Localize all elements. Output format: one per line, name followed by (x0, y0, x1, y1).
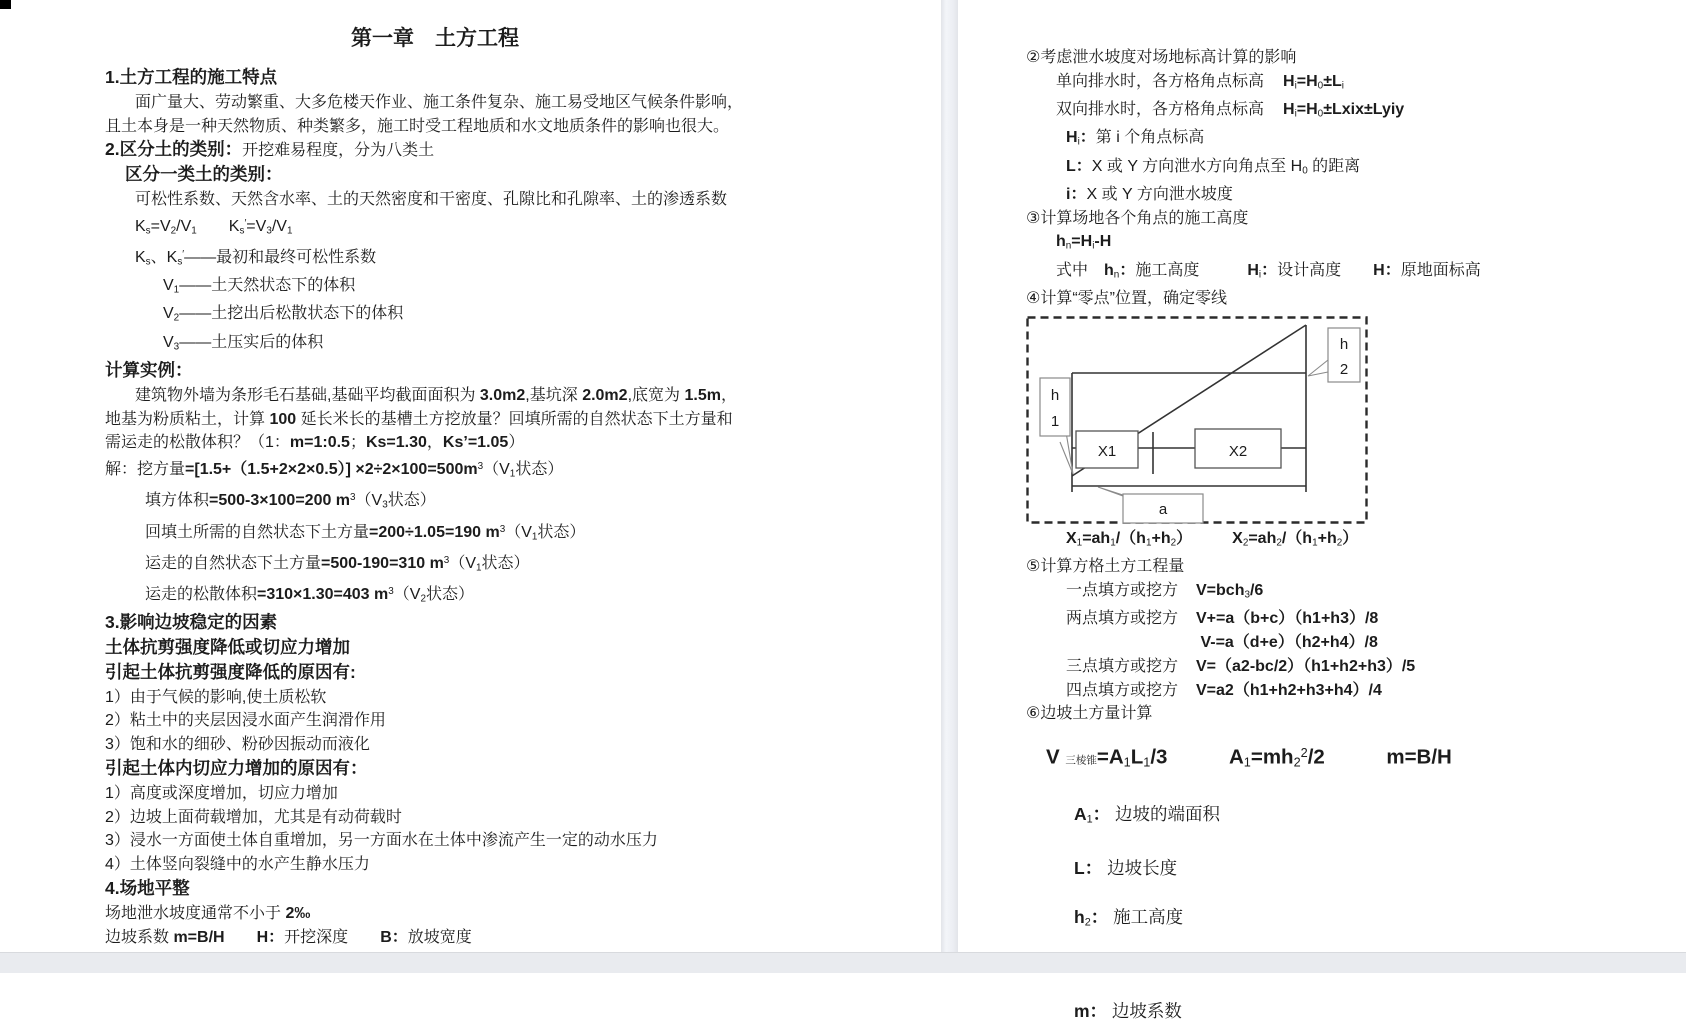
text-segment: 2 (420, 593, 426, 605)
text-segment: 一点填方或挖方 (1066, 581, 1179, 599)
text-segment: 3.0m2 (479, 386, 526, 404)
text-segment: 运走的松散体积 (145, 586, 258, 604)
text-line (105, 686, 941, 710)
text-segment: 开挖深度 (284, 928, 349, 946)
text-segment: =V (150, 217, 171, 235)
text-segment: 四点填方或挖方 (1066, 681, 1179, 699)
text-segment: 1 (1143, 754, 1151, 770)
text-segment: 放坡宽度 (407, 928, 472, 946)
diagram-callout-a (1098, 487, 1203, 523)
text-segment: V=a2（h1+h2+h3+h4）/4 (1196, 681, 1382, 699)
text-segment: i (1077, 136, 1080, 148)
text-segment: ——土挖出后松散状态下的体积 (179, 305, 404, 323)
text-segment: 2 (1300, 745, 1308, 761)
text-segment: X 或 Y 方向泄水坡度 (1086, 185, 1233, 203)
text-segment: =500-190=310 m (321, 554, 444, 572)
text-segment: 地基为粉质粘土，计算 (105, 410, 270, 428)
text-segment: m=B/H (173, 928, 225, 946)
text-line (105, 549, 941, 580)
text-line (1026, 46, 1686, 70)
text-segment: 3 (388, 586, 394, 598)
corner-mark (0, 0, 11, 9)
text-segment: Ks’=1.05 (442, 434, 509, 452)
text-segment: 边坡系数 (105, 928, 174, 946)
text-segment: ④计算“零点”位置，确定零线 (1026, 289, 1228, 307)
text-segment: 1.土方工程的施工特点 (105, 67, 278, 87)
text-segment: ,底宽为 (627, 386, 685, 404)
text-segment: L (1130, 745, 1144, 769)
text-segment: ） (508, 434, 525, 452)
text-segment: ′ (244, 217, 247, 229)
text-segment: 两点填方或挖方 (1066, 610, 1179, 628)
text-segment: 0 (1317, 108, 1324, 120)
text-segment: 需运走的松散体积？（1： (105, 434, 290, 452)
text-segment: ②考虑泄水坡度对场地标高计算的影响 (1026, 49, 1297, 66)
text-segment: 2.区分土的类别： (105, 139, 243, 160)
text-line (105, 359, 941, 384)
text-segment: /V (176, 217, 192, 235)
text-segment: H： (256, 928, 285, 946)
text-segment: 的距离 (1307, 157, 1361, 175)
text-segment: 3 (499, 523, 506, 535)
text-segment: 1 (1110, 537, 1116, 549)
text-segment: H (1283, 72, 1295, 90)
text-segment: V=bch (1196, 581, 1245, 599)
text-segment: ： (1119, 261, 1136, 279)
text-segment: 4.场地平整 (105, 878, 190, 899)
text-segment (1167, 745, 1229, 768)
text-segment: 1）高度或深度增加，切应力增加 (105, 784, 338, 802)
text-line (105, 384, 941, 408)
text-segment: K (135, 217, 146, 235)
text-segment: （V (393, 586, 421, 604)
text-line (1026, 579, 1686, 607)
text-line (105, 829, 941, 853)
text-line (1026, 631, 1686, 655)
text-segment: H (1066, 129, 1078, 147)
text-segment: =310×1.30=403 m (257, 586, 389, 604)
text-segment: 3 (173, 341, 180, 353)
text-line (1026, 607, 1686, 631)
diagram-label-x1: X1 (1097, 442, 1117, 460)
text-line (1026, 679, 1686, 703)
text-line (105, 636, 941, 661)
text-segment: s (177, 256, 183, 268)
diagram-callout-h2 (1308, 328, 1360, 382)
diagram-dashed-border (1028, 317, 1367, 522)
text-segment: 三点填方或挖方 (1066, 657, 1179, 675)
text-segment: /V (271, 217, 287, 235)
text-segment: 4）土体竖向裂缝中的水产生静水压力 (105, 856, 370, 874)
text-line (105, 733, 941, 757)
text-segment: 延长米长的基槽土方挖放量？回填所需的自然状态下土方量和 (296, 410, 733, 428)
text-line (1026, 70, 1686, 98)
text-segment: 3 (266, 225, 272, 237)
text-segment: 引起土体内切应力增加的原因有： (105, 758, 368, 779)
text-segment: 3 (382, 499, 388, 511)
text-segment: s (239, 225, 245, 237)
text-segment: =[1.5+（1.5+2×2×0.5）] ×2÷2×100=500m (185, 461, 478, 479)
text-line (1026, 98, 1686, 126)
text-segment: ③计算场地各个角点的施工高度 (1026, 209, 1249, 227)
text-line (1026, 155, 1686, 183)
text-segment: L： (1074, 858, 1103, 879)
text-segment: ——土压实后的体积 (179, 333, 324, 351)
text-line (105, 806, 941, 830)
text-segment: =H (1296, 72, 1318, 90)
text-segment: V (1046, 745, 1066, 769)
text-segment: H (1283, 101, 1295, 119)
text-segment: 1 (191, 225, 197, 237)
text-segment: ： (1079, 129, 1096, 147)
text-segment: ±L (1323, 72, 1342, 90)
text-segment: ； (349, 434, 366, 452)
text-segment: +h (1317, 529, 1337, 547)
text-segment: 2）粘土中的夹层因浸水面产生润滑作用 (105, 712, 386, 730)
text-segment: 运走的自然状态下土方量 (145, 554, 322, 572)
text-line (105, 518, 941, 549)
text-line (105, 611, 941, 636)
text-segment: =H (1071, 233, 1093, 251)
text-segment: 三棱锥 (1065, 754, 1097, 767)
text-segment: =V (246, 217, 267, 235)
diagram-callout-h1 (1040, 378, 1073, 474)
text-line (105, 902, 941, 926)
text-segment: 开挖难易程度，分为八类土 (242, 142, 435, 160)
text-segment: m： (1074, 1001, 1108, 1022)
text-segment: 1 (173, 284, 180, 296)
text-segment: i： (1066, 185, 1087, 203)
text-segment: 3）饱和水的细砂、粉砂因振动而液化 (105, 736, 370, 754)
text-segment: ， (720, 386, 737, 404)
text-line (105, 926, 941, 950)
text-segment: 3 (1244, 589, 1250, 601)
text-segment: 100 (269, 410, 297, 428)
text-segment: 施工高度 (1108, 907, 1184, 928)
text-segment: 1 (1123, 754, 1131, 770)
text-segment: 引起土体抗剪强度降低的原因有: (105, 661, 356, 682)
text-segment: ） (1342, 529, 1359, 547)
text-segment: 设计高度 (1277, 261, 1374, 279)
diagram-label-h2-top: h (1339, 335, 1349, 353)
text-segment: 场地泄水坡度通常不小于 (105, 904, 286, 922)
text-segment: i (1341, 80, 1344, 92)
text-segment: V+=a（b+c）（h1+h3）/8 (1196, 610, 1379, 628)
text-segment: 状态） (537, 523, 586, 541)
text-segment: 1 (1145, 537, 1152, 549)
text-segment: 3.影响边坡稳定的因素 (105, 612, 278, 633)
text-segment: V (163, 277, 174, 295)
text-segment: ， (426, 434, 443, 452)
text-line (105, 302, 941, 330)
text-line (105, 580, 941, 611)
text-segment: 0 (1317, 80, 1324, 92)
text-segment: /3 (1150, 745, 1168, 769)
text-segment: 2 (1336, 537, 1343, 549)
text-segment (225, 929, 257, 946)
text-line (105, 408, 941, 432)
text-segment: L： (1066, 157, 1092, 175)
text-line (105, 757, 941, 782)
text-segment: m=1:0.5 (289, 434, 350, 452)
text-line (105, 486, 941, 517)
zero-line-diagram-svg (1026, 316, 1368, 524)
text-line (105, 782, 941, 806)
text-segment (1184, 530, 1232, 547)
text-segment: 1 (476, 562, 482, 574)
text-segment: V (163, 333, 174, 351)
text-segment (348, 929, 380, 946)
text-line (1026, 555, 1686, 579)
text-segment: K (196, 217, 240, 235)
text-segment: 面广量大、劳动繁重、大多危楼天作业、施工条件复杂、施工易受地区气候条件影响， (135, 93, 744, 111)
text-segment: ——最初和最终可松性系数 (184, 248, 377, 266)
text-segment: 3 (443, 554, 450, 566)
text-segment: 2 (1170, 537, 1177, 549)
text-segment: 边坡长度 (1102, 858, 1178, 879)
diagram-label-a: a (1158, 500, 1168, 518)
text-segment: 可松性系数、天然含水率、土的天然密度和干密度、孔隙比和孔隙率、土的渗透系数 (135, 190, 728, 208)
text-segment: h (1104, 261, 1114, 279)
text-segment: ⑥边坡土方量计算 (1026, 705, 1153, 723)
text-segment: 1 (1243, 754, 1251, 770)
text-segment: 3）浸水一方面使土体自重增加，另一方面水在土体中渗流产生一定的动水压力 (105, 832, 658, 850)
text-line (1026, 183, 1686, 207)
text-segment: 计算实例： (105, 360, 193, 381)
text-segment: 2 (1084, 917, 1091, 930)
horizontal-scrollbar-track[interactable] (0, 952, 1686, 973)
text-segment: h (1056, 233, 1066, 251)
text-segment: 1 (1312, 537, 1318, 549)
text-segment: h (1074, 907, 1085, 928)
text-segment: ： (1092, 803, 1111, 824)
text-segment: 土体抗剪强度降低或切应力增加 (105, 637, 350, 658)
text-segment: 状态） (387, 492, 436, 510)
text-segment: X (1066, 529, 1077, 547)
text-segment: =500-3×100=200 m (209, 492, 351, 510)
zero-line-diagram (1026, 316, 1368, 524)
text-segment: ′ (182, 249, 185, 260)
text-line (105, 243, 941, 274)
text-segment: =mh (1250, 745, 1294, 769)
text-segment: i (1092, 240, 1095, 252)
text-segment: （V (355, 492, 383, 510)
text-line (1026, 527, 1686, 555)
text-segment: /6 (1249, 581, 1264, 599)
text-segment: X 或 Y 方向泄水方向角点至 H (1091, 157, 1303, 175)
diagram-label-h2-bottom: 2 (1339, 360, 1349, 378)
text-segment: 2.0m2 (582, 386, 628, 404)
text-line (1026, 655, 1686, 679)
text-segment: 双向排水时，各方格角点标高 (1056, 101, 1265, 119)
text-line (105, 431, 941, 455)
text-segment: （V (505, 523, 532, 541)
text-segment: 且土本身是一种天然物质、种类繁多，施工时受工程地质和水文地质条件的影响也很大。 (105, 117, 730, 135)
text-line (105, 138, 941, 163)
text-segment: 解：挖方量 (105, 461, 186, 479)
text-segment: 1 (1086, 813, 1093, 826)
text-segment: 2 (1242, 537, 1249, 549)
text-segment: 、K (150, 248, 178, 266)
text-segment: V-=a（d+e）（h2+h4）/8 (1196, 633, 1378, 651)
text-segment: /（h (1115, 529, 1146, 547)
text-line (1026, 126, 1686, 154)
text-segment: （V (449, 554, 476, 572)
text-segment (1325, 745, 1387, 768)
text-line (105, 331, 941, 359)
right-page (958, 0, 1686, 1022)
text-segment: 填方体积 (145, 492, 210, 510)
text-segment: 2 (170, 225, 177, 237)
text-segment: 1 (509, 468, 516, 480)
text-line (105, 66, 941, 91)
text-segment: 区分一类土的类别： (125, 164, 283, 185)
text-segment: 原地面标高 (1400, 261, 1481, 279)
text-segment: i (1294, 80, 1297, 92)
text-segment: n (1065, 240, 1072, 252)
text-segment: X (1232, 529, 1243, 547)
text-segment: ±Lxix±Lyiy (1323, 101, 1405, 119)
text-segment: =200÷1.05=190 m (369, 523, 500, 541)
text-segment: ： (1090, 907, 1109, 928)
text-line (1026, 855, 1686, 881)
text-segment: =A (1096, 745, 1124, 769)
text-segment: 1 (286, 225, 293, 237)
text-line (1046, 738, 1686, 778)
text-segment: ： (1261, 261, 1278, 279)
text-segment: /2 (1307, 745, 1325, 769)
text-segment: 1 (531, 531, 538, 543)
text-segment: 2 (1276, 537, 1282, 549)
text-segment: H： (1373, 261, 1401, 279)
text-segment: （V (483, 461, 510, 479)
text-segment: 1.5m (684, 386, 721, 404)
text-segment: =H (1296, 101, 1318, 119)
text-line (1026, 259, 1686, 287)
text-segment: 单向排水时，各方格角点标高 (1056, 72, 1265, 90)
text-line (1026, 230, 1686, 258)
text-line (1026, 207, 1686, 231)
text-segment: 施工高度 (1135, 261, 1248, 279)
text-segment: 2）边坡上面荷载增加，尤其是有动荷载时 (105, 808, 402, 826)
diagram-label-h1-top: h (1050, 386, 1060, 404)
text-segment: B： (380, 928, 408, 946)
text-line (105, 212, 941, 243)
text-segment: V (163, 305, 174, 323)
text-segment: =ah (1248, 529, 1277, 547)
text-line (105, 163, 941, 188)
text-segment: 1）由于气候的影响,使土质松软 (105, 688, 327, 706)
text-line (1026, 998, 1686, 1024)
text-segment: =ah (1082, 529, 1111, 547)
text-segment: 边坡系数 (1107, 1001, 1182, 1022)
page-title: 第一章 土方工程 (351, 27, 519, 50)
text-segment: 3 (350, 492, 356, 504)
text-segment: ——土天然状态下的体积 (179, 277, 356, 295)
text-line (1026, 904, 1686, 936)
text-segment: V=（a2-bc/2）（h1+h2+h3）/5 (1196, 657, 1416, 675)
text-segment: /（h (1281, 529, 1313, 547)
text-line (1026, 801, 1686, 833)
text-segment: 状态） (425, 586, 474, 604)
right-page-lines-bottom (1026, 527, 1686, 1024)
text-segment: 状态） (515, 461, 564, 479)
text-segment: ） (1176, 529, 1185, 547)
text-segment: 0 (1302, 165, 1308, 177)
left-page-lines (105, 66, 941, 949)
text-segment: 建筑物外墙为条形毛石基础,基础平均截面面积为 (135, 386, 480, 404)
text-segment: i (1258, 269, 1262, 281)
right-page-content (958, 0, 1686, 1024)
text-line (105, 91, 941, 115)
text-line (1026, 702, 1686, 726)
diagram-label-x2: X2 (1228, 442, 1248, 460)
text-segment: A (1228, 745, 1244, 769)
text-segment: 第 i 个角点标高 (1095, 129, 1205, 147)
text-segment: H (1247, 261, 1259, 279)
text-line (105, 274, 941, 302)
text-segment: 3 (477, 461, 484, 473)
text-segment: i (1294, 108, 1297, 120)
text-segment: 2 (173, 312, 180, 324)
text-line (105, 709, 941, 733)
text-line (105, 877, 941, 902)
text-segment: n (1113, 269, 1120, 281)
text-segment: 2 (1293, 754, 1301, 770)
text-segment: s (145, 225, 151, 237)
text-segment: 状态） (481, 554, 530, 572)
text-line (105, 853, 941, 877)
diagram-label-h1-bottom: 1 (1050, 412, 1060, 430)
text-segment: A (1074, 803, 1087, 824)
text-segment: ⑤计算方格土方工程量 (1026, 558, 1185, 576)
right-page-lines-top (1026, 46, 1686, 311)
text-line (105, 661, 941, 686)
text-segment: 1 (1076, 537, 1083, 549)
text-segment: Ks=1.30 (365, 434, 427, 452)
text-segment: s (145, 256, 151, 268)
text-line (105, 455, 941, 486)
text-line (1026, 287, 1686, 311)
text-line (105, 188, 941, 212)
text-segment: 式中 (1056, 261, 1105, 279)
text-segment: 边坡的端面积 (1110, 803, 1221, 824)
text-segment: -H (1094, 233, 1112, 251)
text-line (105, 115, 941, 139)
text-segment: +h (1151, 529, 1171, 547)
page-divider (941, 0, 958, 962)
text-segment: 回填土所需的自然状态下土方量 (145, 523, 370, 541)
text-segment: 2‰ (285, 904, 311, 922)
text-segment: ,基坑深 (525, 386, 583, 404)
text-segment: m=B/H (1386, 745, 1452, 769)
text-segment: K (135, 248, 146, 266)
